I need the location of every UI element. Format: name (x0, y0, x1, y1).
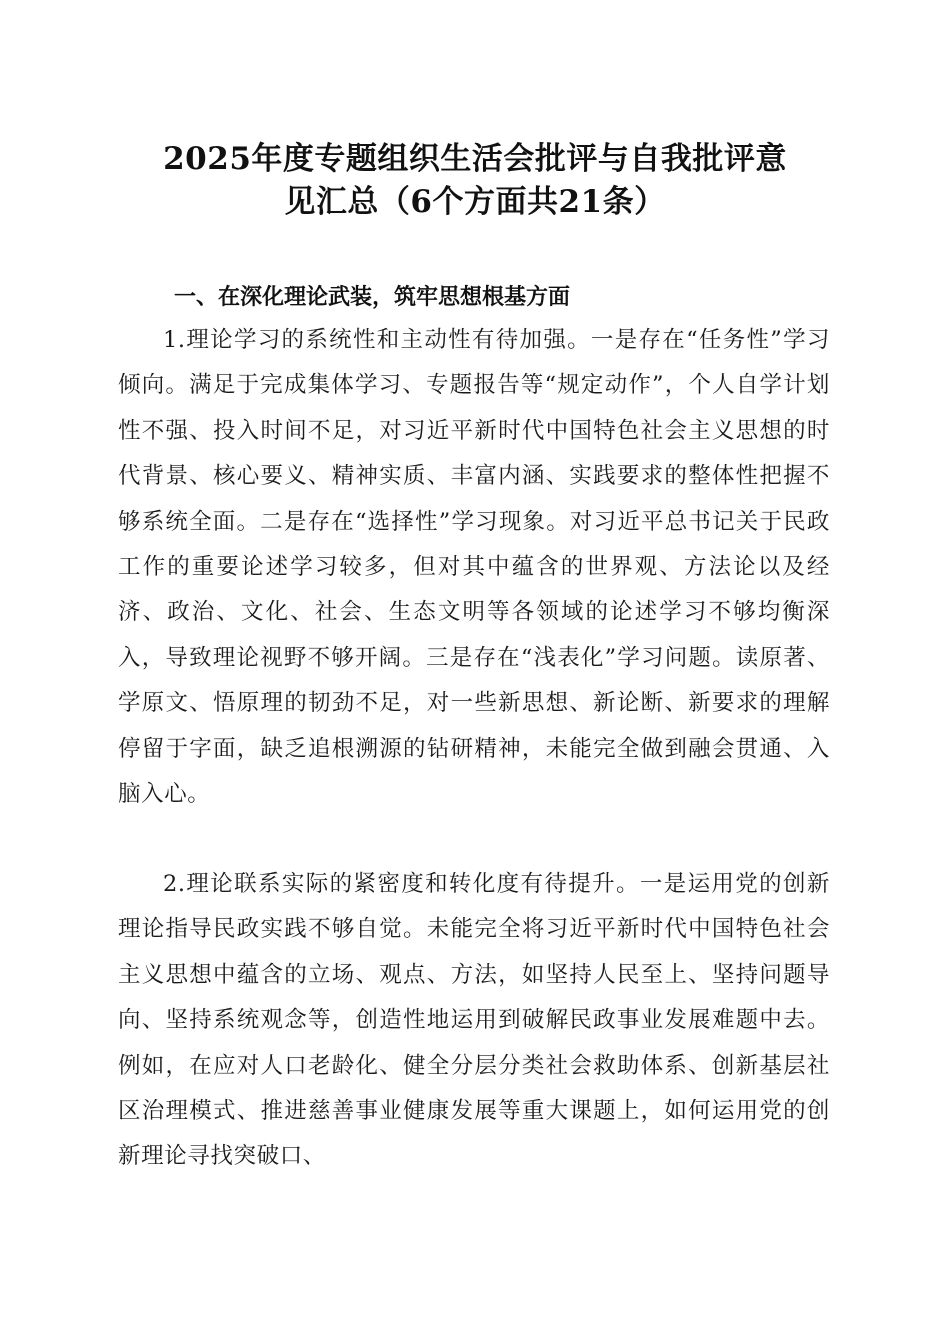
title-line-1: 2025年度专题组织生活会批评与自我批评意 (163, 141, 787, 177)
paragraph-1: 1.理论学习的系统性和主动性有待加强。一是存在“任务性”学习倾向。满足于完成集体学习、专题报告等“规定动作”，个人自学计划性不强、投入时间不足，对习近平新时代中国特色社会主义思想的时代背景、核心要义、精神实质、丰富内涵、实践要求的整体性把握不够系统全面。二是存在“选择性”学习现象。对习近平总书记关于民政工作的重要论述学习较多，但对其中蕴含的世界观、方法论以及经济、政治、文化、社会、生态文明等各领域的论述学习不够均衡深入，导致理论视野不够开阔。三是存在“浅表化”学习问题。读原著、学原文、悟原理的韧劲不足，对一些新思想、新论断、新要求的理解停留于字面，缺乏追根溯源的钻研精神，未能完全做到融会贯通、入脑入心。 (118, 327, 830, 808)
section-heading: 一、在深化理论武装，筑牢思想根基方面 (174, 285, 571, 310)
document-title (120, 138, 830, 224)
title-line-2: 见汇总（6个方面共21条） (284, 184, 666, 220)
paragraph-2: 2.理论联系实际的紧密度和转化度有待提升。一是运用党的创新理论指导民政实践不够自觉。未能完全将习近平新时代中国特色社会主义思想中蕴含的立场、观点、方法，如坚持人民至上、坚持问题导向、坚持系统观念等，创造性地运用到破解民政事业发展难题中去。例如，在应对人口老龄化、健全分层分类社会救助体系、创新基层社区治理模式、推进慈善事业健康发展等重大课题上，如何运用党的创新理论寻找突破口、 (118, 871, 830, 1170)
